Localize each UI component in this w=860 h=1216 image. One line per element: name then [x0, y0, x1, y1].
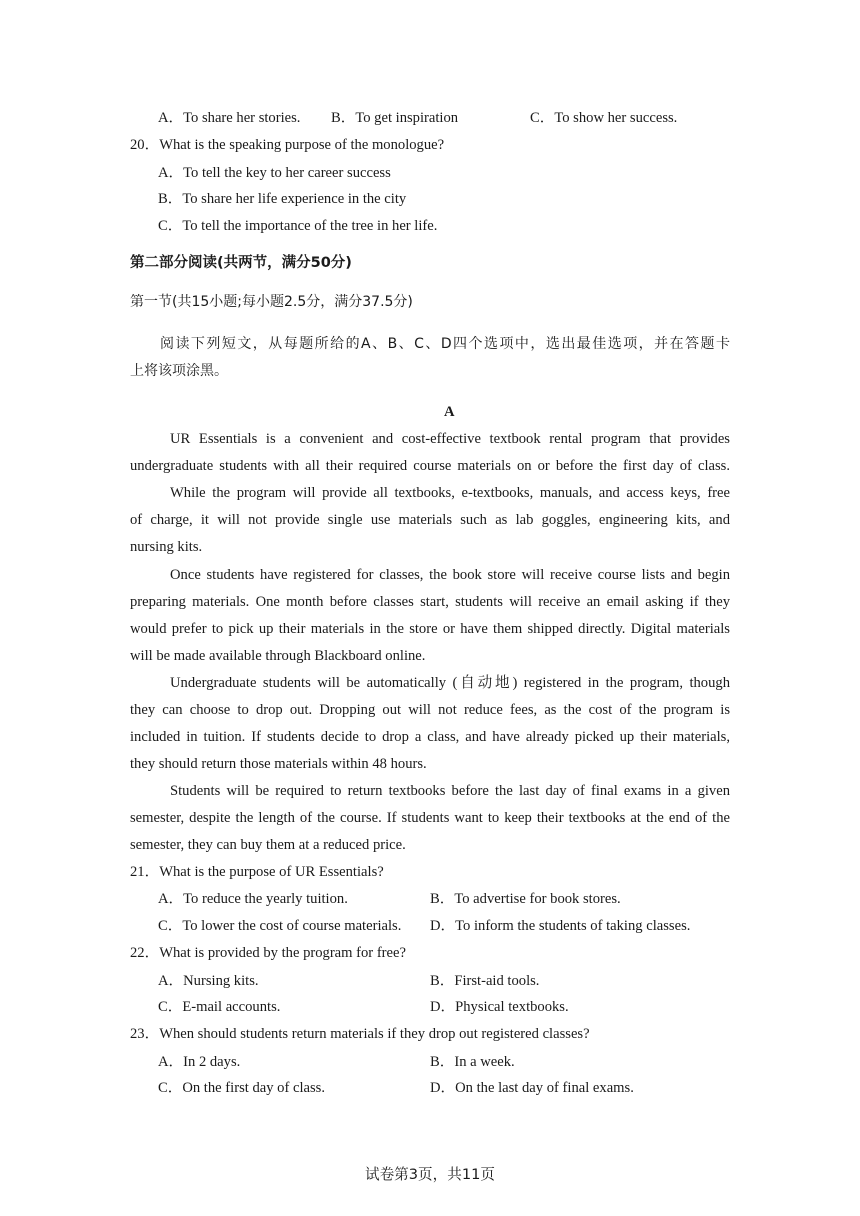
q23-option-d: D．On the last day of final exams. [430, 1080, 634, 1096]
q23-option-b: B．In a week. [430, 1054, 515, 1070]
passage-line: they should return those materials within 48 hours. [130, 756, 427, 772]
q20-option-a: A．To tell the key to her career success [158, 165, 391, 181]
instruction-line-2: 上将该项涂黑。 [130, 363, 228, 379]
q19-option-b: B．To get inspiration [331, 110, 459, 126]
passage-line: semester, they can buy them at a reduced price. [130, 837, 406, 853]
q22-option-b: B．First-aid tools. [430, 973, 540, 989]
passage-line: would prefer to pick up their materials in the store or have them shipped directly. Digital materials [130, 621, 730, 637]
passage-line: included in tuition. If students decide to drop a class, and have already picked up their materials, [130, 729, 730, 745]
passage-line: semester, despite the length of the course. If students want to keep their textbooks at the end of the [130, 810, 730, 826]
passage-line: they can choose to drop out. Dropping out will not reduce fees, as the cost of the program is [130, 702, 730, 718]
q21-option-c: C．To lower the cost of course materials. [158, 918, 402, 934]
passage-line: While the program will provide all textbooks, e-textbooks, manuals, and access keys, free [170, 485, 730, 501]
q22-option-a: A．Nursing kits. [158, 973, 259, 989]
q19-option-a: A．To share her stories. [158, 110, 301, 126]
q20-option-c: C．To tell the importance of the tree in her life. [158, 218, 438, 234]
passage-line: preparing materials. One month before classes start, students will receive an email asking if they [130, 594, 730, 610]
q21-stem: 21．What is the purpose of UR Essentials? [130, 864, 384, 880]
passage-line: will be made available through Blackboard online. [130, 648, 426, 664]
q23-stem: 23．When should students return materials if they drop out registered classes? [130, 1026, 590, 1042]
q21-option-d: D．To inform the students of taking classes. [430, 918, 691, 934]
q23-option-a: A．In 2 days. [158, 1054, 241, 1070]
passage-line: undergraduate students with all their required course materials on or before the first day of class. [130, 458, 730, 474]
section1-heading: 第一节(共15小题;每小题2.5分，满分37.5分) [130, 294, 413, 310]
part2-title: 第二部分阅读(共两节，满分50分) [130, 255, 352, 271]
q22-stem: 22．What is provided by the program for free? [130, 945, 406, 961]
instruction-line-1: 阅读下列短文，从每题所给的A、B、C、D四个选项中，选出最佳选项，并在答题卡 [160, 336, 730, 352]
passage-line: UR Essentials is a convenient and cost-effective textbook rental program that provides [170, 431, 730, 447]
passage-line: Undergraduate students will be automatically (自动地) registered in the program, though [170, 675, 730, 691]
passage-line: of charge, it will not provide single use materials such as lab goggles, engineering kits, and [130, 512, 730, 528]
page-footer: 试卷第3页，共11页 [364, 1166, 495, 1183]
q20-option-b: B．To share her life experience in the city [158, 191, 407, 207]
passage-line: Students will be required to return textbooks before the last day of final exams in a given [170, 783, 730, 799]
q20-stem: 20．What is the speaking purpose of the monologue? [130, 137, 445, 153]
passage-label: A [444, 404, 455, 420]
q21-option-a: A．To reduce the yearly tuition. [158, 891, 348, 907]
q19-option-c: C．To show her success. [530, 110, 678, 126]
passage-line: nursing kits. [130, 539, 203, 555]
q23-option-c: C．On the first day of class. [158, 1080, 325, 1096]
passage-line: Once students have registered for classes, the book store will receive course lists and begin [170, 567, 730, 583]
q22-option-d: D．Physical textbooks. [430, 999, 569, 1015]
q22-option-c: C．E-mail accounts. [158, 999, 281, 1015]
q21-option-b: B．To advertise for book stores. [430, 891, 621, 907]
